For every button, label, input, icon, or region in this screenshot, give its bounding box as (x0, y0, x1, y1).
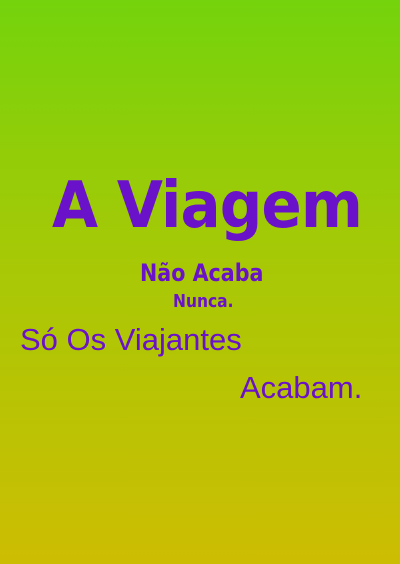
poster-title: A Viagem (52, 169, 362, 243)
quote-line-3: Só Os Viajantes (20, 322, 242, 357)
subtitle-line-2: Nunca. (173, 291, 234, 312)
subtitle-line-1: Não Acaba (140, 259, 264, 287)
quote-line-4: Acabam. (240, 370, 363, 405)
